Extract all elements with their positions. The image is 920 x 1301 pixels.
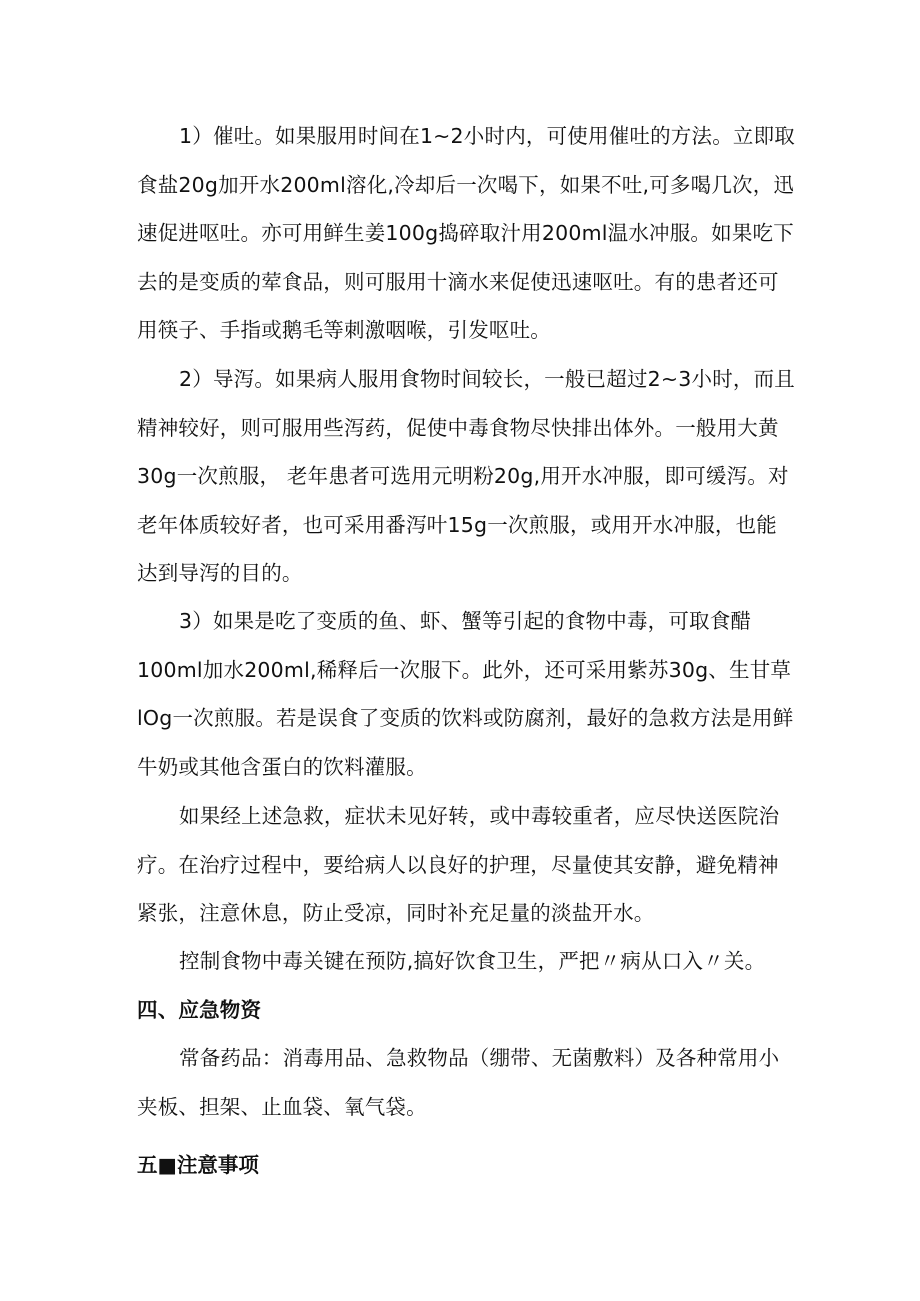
section-heading-notes: 五■注意事项	[137, 1153, 259, 1177]
paragraph-hospital-care: 如果经上述急救，症状未见好转，或中毒较重者，应尽快送医院治疗。在治疗过程中，要给病人以良好的护理，尽量使其安静，避免精神紧张，注意休息，防止受凉，同时补充足量的淡盐开水。	[137, 804, 780, 925]
prevention-text: 控制食物中毒关键在预防,搞好饮食卫生，严把〃病从口入〃关。	[179, 949, 766, 973]
paragraph-supplies: 常备药品：消毒用品、急救物品（绷带、无菌敷料）及各种常用小夹板、担架、止血袋、氧气袋。	[137, 1046, 780, 1119]
paragraph-emetic: 1）催吐。如果服用时间在1~2小时内，可使用催吐的方法。立即取食盐20g加开水200ml溶化,冷却后一次喝下，如果不吐,可多喝几次，迅速促进呕吐。亦可用鲜生姜100g捣碎取汁用200ml温水冲服。如果吃下去的是变质的荤食品，则可服用十滴水来促使迅速呕吐。有的患者还可用筷子、手指或鹅毛等刺激咽喉，引发呕吐。	[137, 124, 796, 342]
paragraph-purgative: 2）导泻。如果病人服用食物时间较长，一般已超过2~3小时，而且精神较好，则可服用些泻药，促使中毒食物尽快排出体外。一般用大黄30g一次煎服， 老年患者可选用元明粉20g,用开水冲服，即可缓泻。对老年体质较好者，也可采用番泻叶15g一次煎服，或用开水冲服，也能达到导泻的目的。	[137, 367, 796, 585]
section-heading-supplies: 四、应急物资	[137, 997, 262, 1022]
paragraph-vinegar-remedy: 3）如果是吃了变质的鱼、虾、蟹等引起的食物中毒，可取食醋100ml加水200ml,稀释后一次服下。此外，还可采用紫苏30g、生甘草lOg一次煎服。若是误食了变质的饮料或防腐剂，最好的急救方法是用鲜牛奶或其他含蛋白的饮料灌服。	[137, 609, 794, 779]
paragraph-prevention	[137, 937, 797, 1034]
